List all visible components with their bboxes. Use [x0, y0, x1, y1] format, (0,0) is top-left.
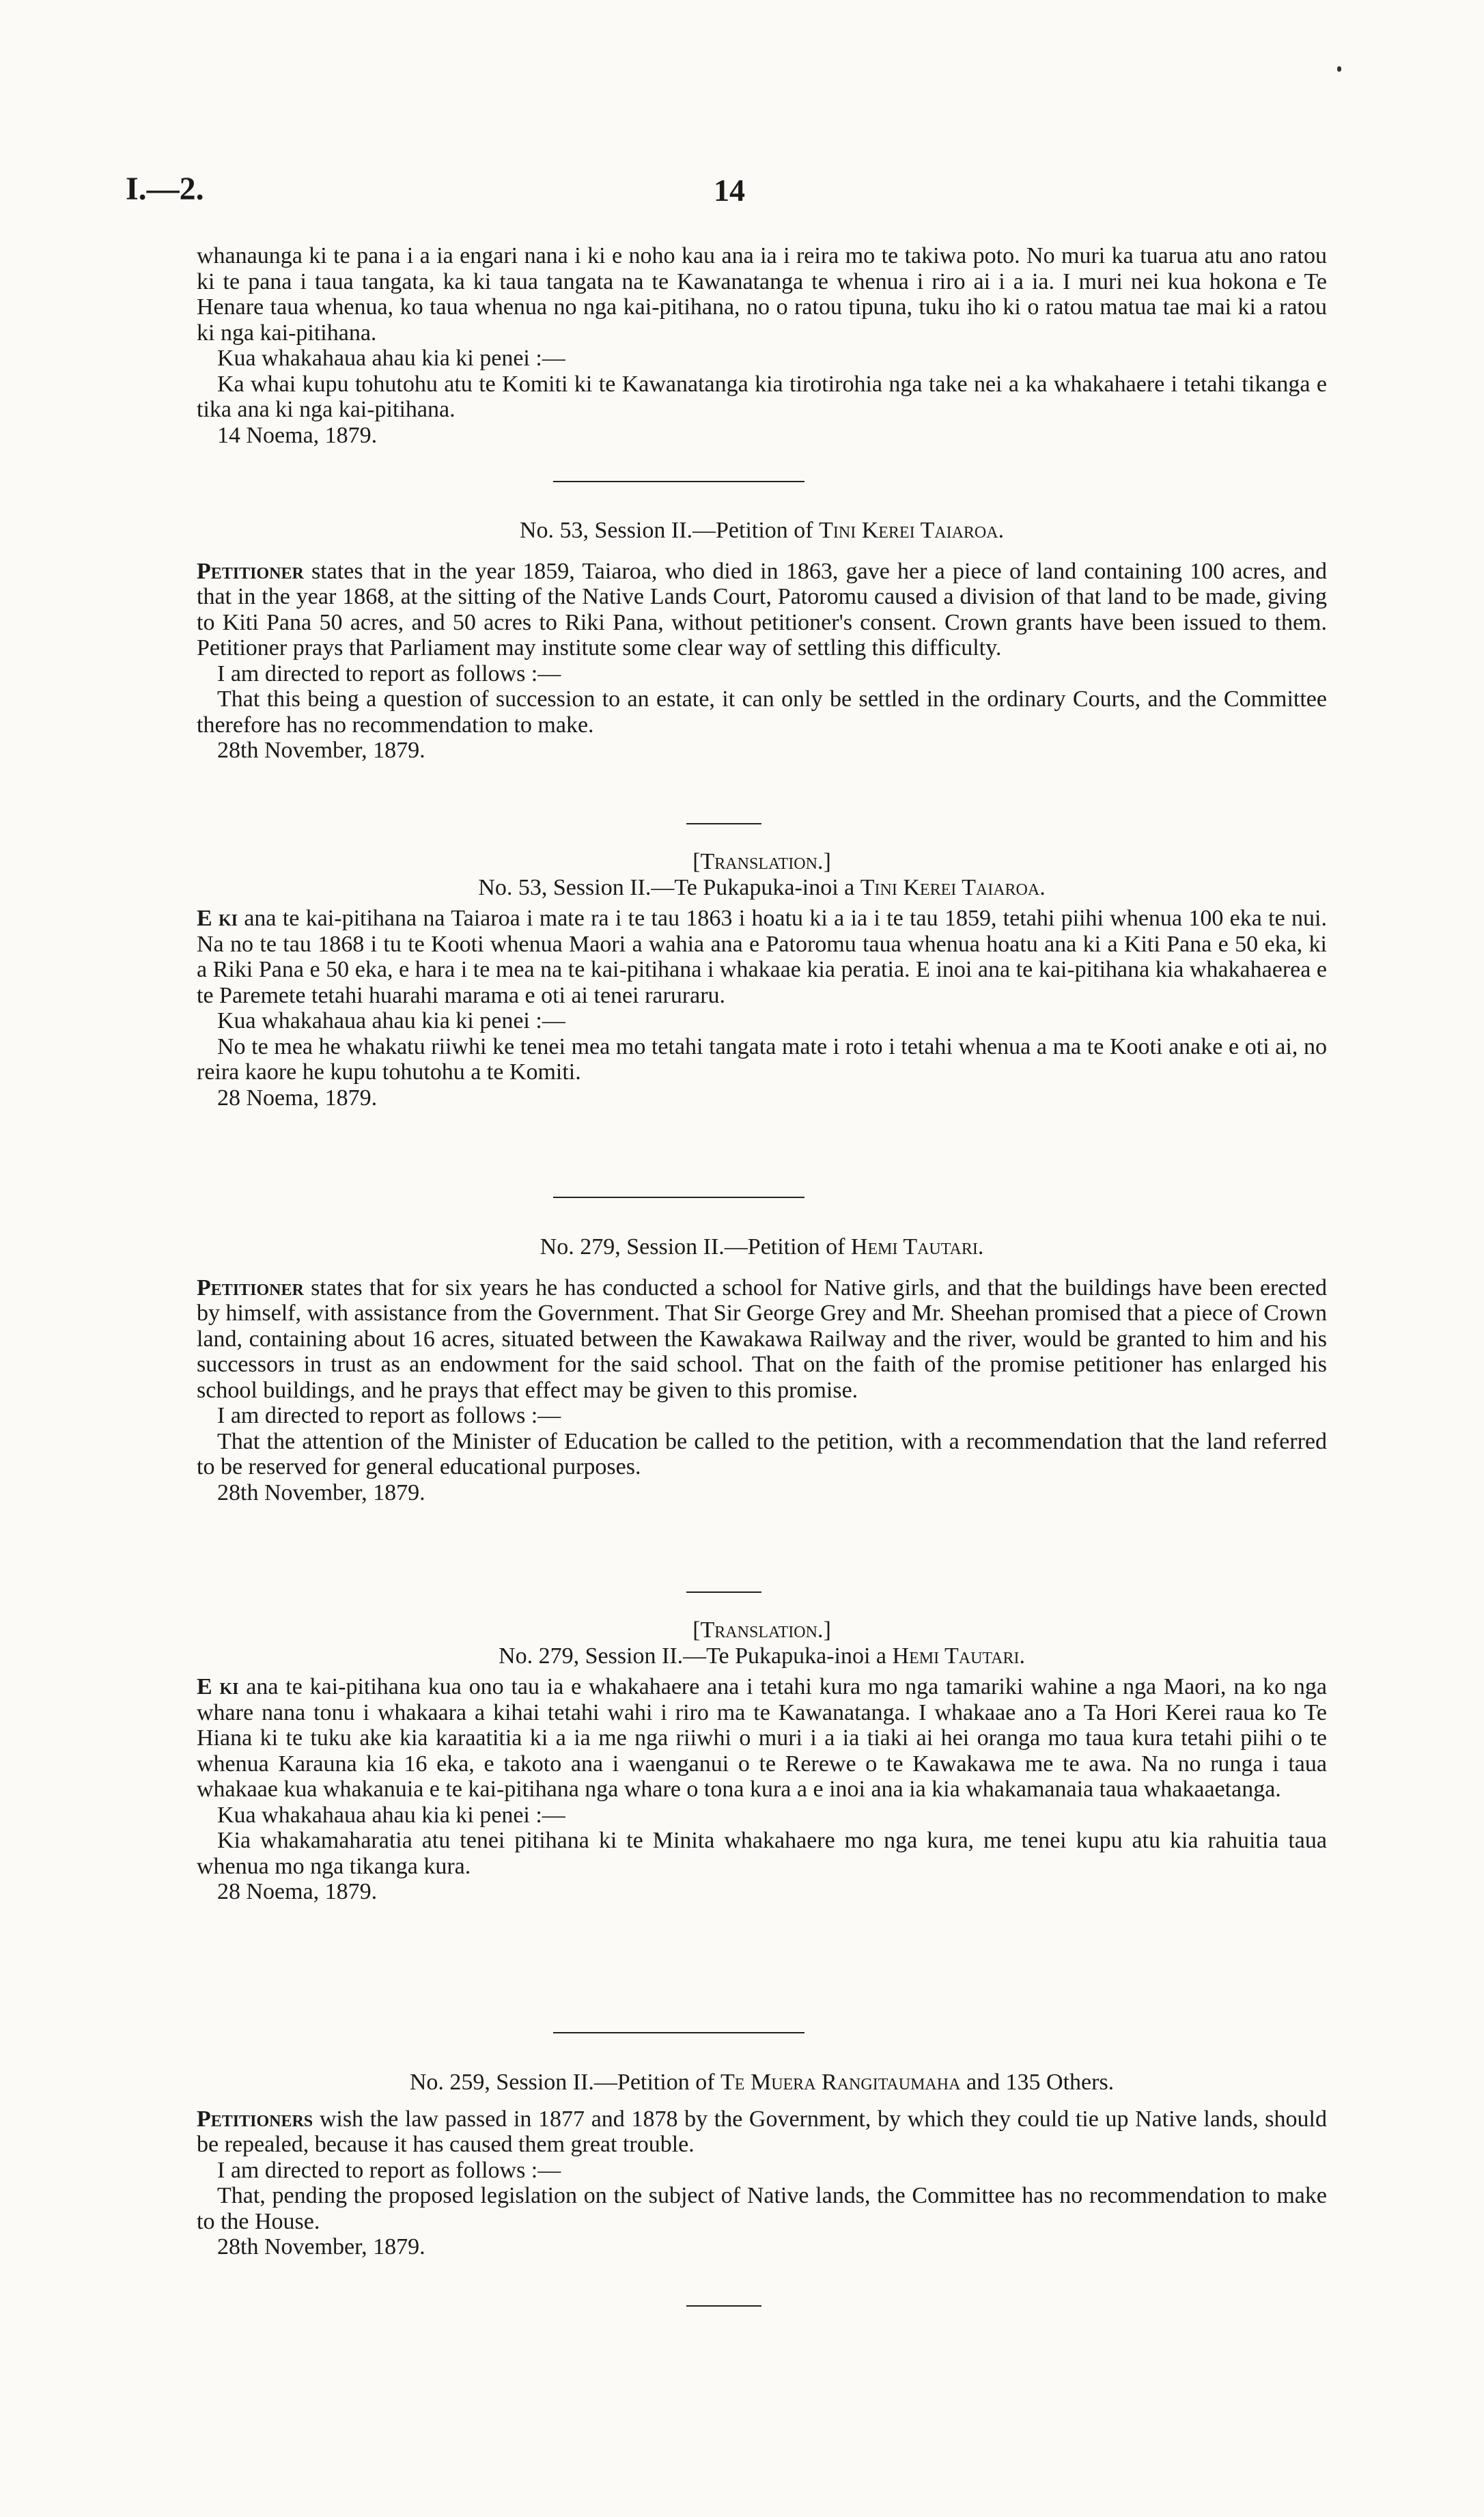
page-number: 14	[714, 173, 745, 208]
section-divider	[553, 2032, 804, 2033]
directed-line: I am directed to report as follows :—	[217, 660, 561, 686]
petition-body: Petitioner states that for six years he has conducted a school for Native girls, and that the buildings have been erected by himself, with assistance from the Government. That Sir George Grey and Mr. Sheehan promised that a piece of Crown land, containing about 16 acres, situated between the Kawakawa Railway and the river, would be granted to him and his successors in trust as an endowment for the said school. That on the faith of the promise petitioner has enlarged his school buildings, and he prays that effect may be given to this promise.	[197, 1275, 1327, 1403]
series-reference: I.—2.	[126, 171, 204, 207]
date-line: 28th November, 1879.	[217, 738, 425, 763]
report-paragraph: Ka whai kupu tohutohu atu te Komiti ki te Kawanatanga kia tirotirohia nga take nei a ka whakahaere i tetahi tikanga e tika ana ki nga kai-pitihana.	[197, 371, 1327, 422]
short-divider	[686, 823, 761, 824]
continued-petition-block	[197, 243, 1327, 448]
translation-label: [Translation.]	[692, 1617, 831, 1643]
date-line: 28th November, 1879.	[217, 2234, 425, 2259]
directed-line: I am directed to report as follows :—	[217, 1403, 561, 1428]
translation-279	[197, 1617, 1327, 1905]
body-paragraph: whanaunga ki te pana i a ia engari nana i ki e noho kau ana ia i reira mo te takiwa poto. No muri ka tuarua atu ano ratou ki te pana i taua tangata, ka ki taua tangata na te Kawanatanga te whenua i riro ai i a ia. I muri nei kua hokona e Te Henare taua whenua, ko taua whenua no nga kai-pitihana, no o ratou tipuna, tuku iho ki o ratou matua tae mai ki a ratou ki nga kai-pitihana.	[197, 243, 1327, 346]
date-line: 28 Noema, 1879.	[217, 1879, 378, 1904]
translation-label: [Translation.]	[692, 849, 831, 874]
translation-body: E ki ana te kai-pitihana na Taiaroa i mate ra i te tau 1863 i hoatu ki a ia i te tau 1859, tetahi piihi whenua 100 eka te nui. Na no te tau 1868 i tu te Kooti whenua Maori a wahia ana e Patoromu taua whenua hoatu ana ki a Kiti Pana e 50 eka, ki a Riki Pana e 50 eka, e hara i te mea na te kai-pitihana i whakaae kia peratia. E inoi ana te kai-pitihana kia whakahaerea e te Paremete tetahi huarahi marama e oti ai tenei raruraru.	[197, 906, 1327, 1008]
translation-53	[197, 849, 1327, 1111]
report-paragraph: That this being a question of succession to an estate, it can only be settled in the ordinary Courts, and the Committee therefore has no recommendation to make.	[197, 686, 1327, 738]
end-divider	[686, 2305, 761, 2307]
petition-259	[197, 2070, 1327, 2260]
translation-title: No. 53, Session II.—Te Pukapuka-inoi a Tini Kerei Taiaroa.	[478, 874, 1046, 900]
petition-279	[197, 1234, 1327, 1505]
petition-title: No. 53, Session II.—Petition of Tini Kerei Taiaroa.	[519, 518, 1005, 543]
petition-body: Petitioners wish the law passed in 1877 and 1878 by the Government, by which they could tie up Native lands, should be repealed, because it has caused them great trouble.	[197, 2106, 1327, 2157]
translation-body: E ki ana te kai-pitihana kua ono tau ia e whakahaere ana i tetahi kura mo nga tamariki wahine a nga Maori, na ko nga whare nana tonu i whakaara a kihai tetahi wahi i riro ma te Kawanatanga. I whakaae ano a Ta Hori Kerei raua ko Te Hiana ki te tuku ake kia karaatitia ki a ia me nga riiwhi o muri i a ia tiaki ai hei oranga mo taua kura tetahi piihi o te whenua Karauna kia 16 eka, e takoto ana i waenganui o te Rerewe o te Kawakawa me te awa. Na no runga i taua whakaae kua whakanuia e te kai-pitihana nga whare o tona kura a e inoi ana ia kia whakamanaia taua whakaaetanga.	[197, 1674, 1327, 1802]
date-line: 14 Noema, 1879.	[217, 422, 378, 448]
date-line: 28th November, 1879.	[217, 1479, 425, 1505]
petition-body: Petitioner states that in the year 1859, Taiaroa, who died in 1863, gave her a piece of land containing 100 acres, and that in the year 1868, at the sitting of the Native Lands Court, Patoromu caused a division of that land to be made, giving to Kiti Pana 50 acres, and 50 acres to Riki Pana, without petitioner's consent. Crown grants have been issued to them. Petitioner prays that Parliament may institute some clear way of settling this difficulty.	[197, 558, 1327, 660]
directed-line: Kua whakahaua ahau kia ki penei :—	[217, 346, 565, 371]
petition-title: No. 279, Session II.—Petition of Hemi Tautari.	[540, 1234, 984, 1260]
report-paragraph: No te mea he whakatu riiwhi ke tenei mea mo tetahi tangata mate i roto i tetahi whenua a ma te Kooti anake e oti ai, no reira kaore he kupu tohutohu a te Komiti.	[197, 1033, 1327, 1085]
directed-line: Kua whakahaua ahau kia ki penei :—	[217, 1008, 565, 1033]
report-paragraph: Kia whakamaharatia atu tenei pitihana ki te Minita whakahaere mo nga kura, me tenei kupu atu kia rahuitia taua whenua mo nga tikanga kura.	[197, 1828, 1327, 1879]
speck-mark	[1337, 66, 1341, 72]
directed-line: Kua whakahaua ahau kia ki penei :—	[217, 1802, 565, 1828]
short-divider	[686, 1591, 761, 1593]
date-line: 28 Noema, 1879.	[217, 1085, 378, 1111]
section-divider	[553, 1197, 804, 1198]
directed-line: I am directed to report as follows :—	[217, 2157, 561, 2183]
report-paragraph: That the attention of the Minister of Education be called to the petition, with a recommendation that the land referred to be reserved for general educational purposes.	[197, 1428, 1327, 1479]
translation-title: No. 279, Session II.—Te Pukapuka-inoi a Hemi Tautari.	[499, 1643, 1025, 1669]
petition-53	[197, 518, 1327, 764]
section-divider	[553, 481, 804, 482]
report-paragraph: That, pending the proposed legislation on the subject of Native lands, the Committee has no recommendation to make to the House.	[197, 2183, 1327, 2234]
petition-title: No. 259, Session II.—Petition of Te Muera Rangitaumaha and 135 Others.	[409, 2070, 1115, 2095]
